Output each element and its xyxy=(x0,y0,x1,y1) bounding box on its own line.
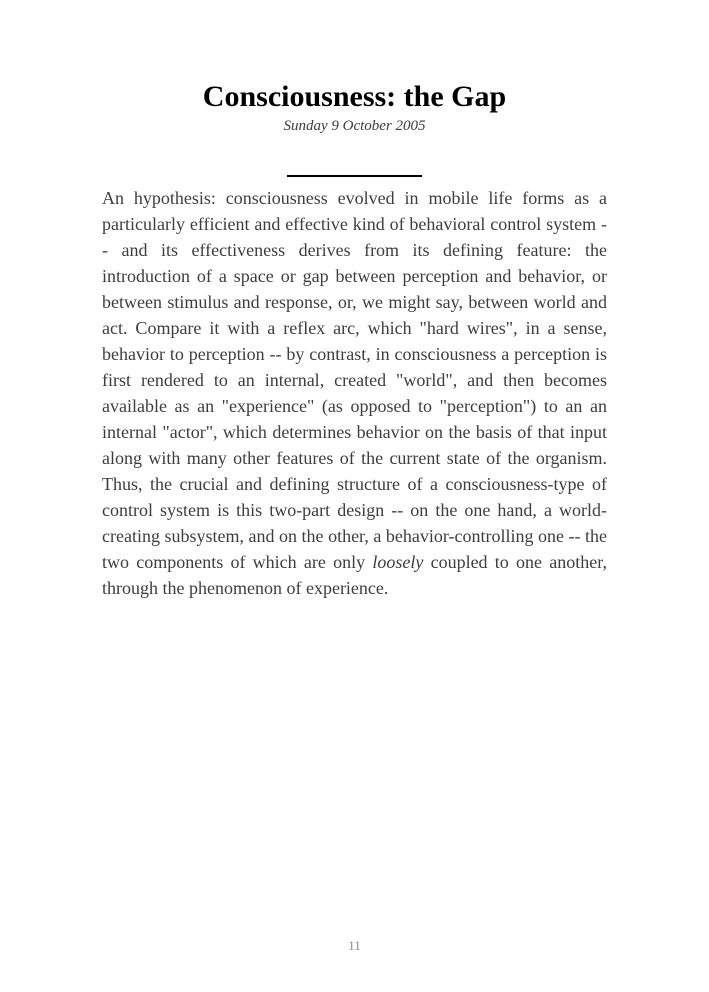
page-number: 11 xyxy=(348,938,361,953)
section-divider xyxy=(287,175,422,177)
body-text-after: coupled to one another, through the phenomenon of experience. xyxy=(102,552,607,598)
date-subtitle: Sunday 9 October 2005 xyxy=(283,118,426,134)
body-text-before: An hypothesis: consciousness evolved in mobile life forms as a particularly efficient and effective kind of behavioral control system -- and its effectiveness derives from its defining feature: the introduction of a space or gap between perception and behavior, or between stimulus and response, or, we might say, between world and act. Compare it with a reflex arc, which "hard wires", in a sense, behavior to perception -- by contrast, in consciousness a perception is first rendered to an internal, created "world", and then becomes available as an "experience" (as opposed to "perception") to an an internal "actor", which determines behavior on the basis of that input along with many other features of the current state of the organism. Thus, the crucial and defining structure of a consciousness-type of control system is this two-part design -- on the one hand, a world-creating subsystem, and on the other, a behavior-controlling one -- the two components of which are only xyxy=(102,188,607,572)
page-title: Consciousness: the Gap xyxy=(202,80,507,113)
body-paragraph xyxy=(102,185,607,601)
italic-word: loosely xyxy=(372,552,424,572)
